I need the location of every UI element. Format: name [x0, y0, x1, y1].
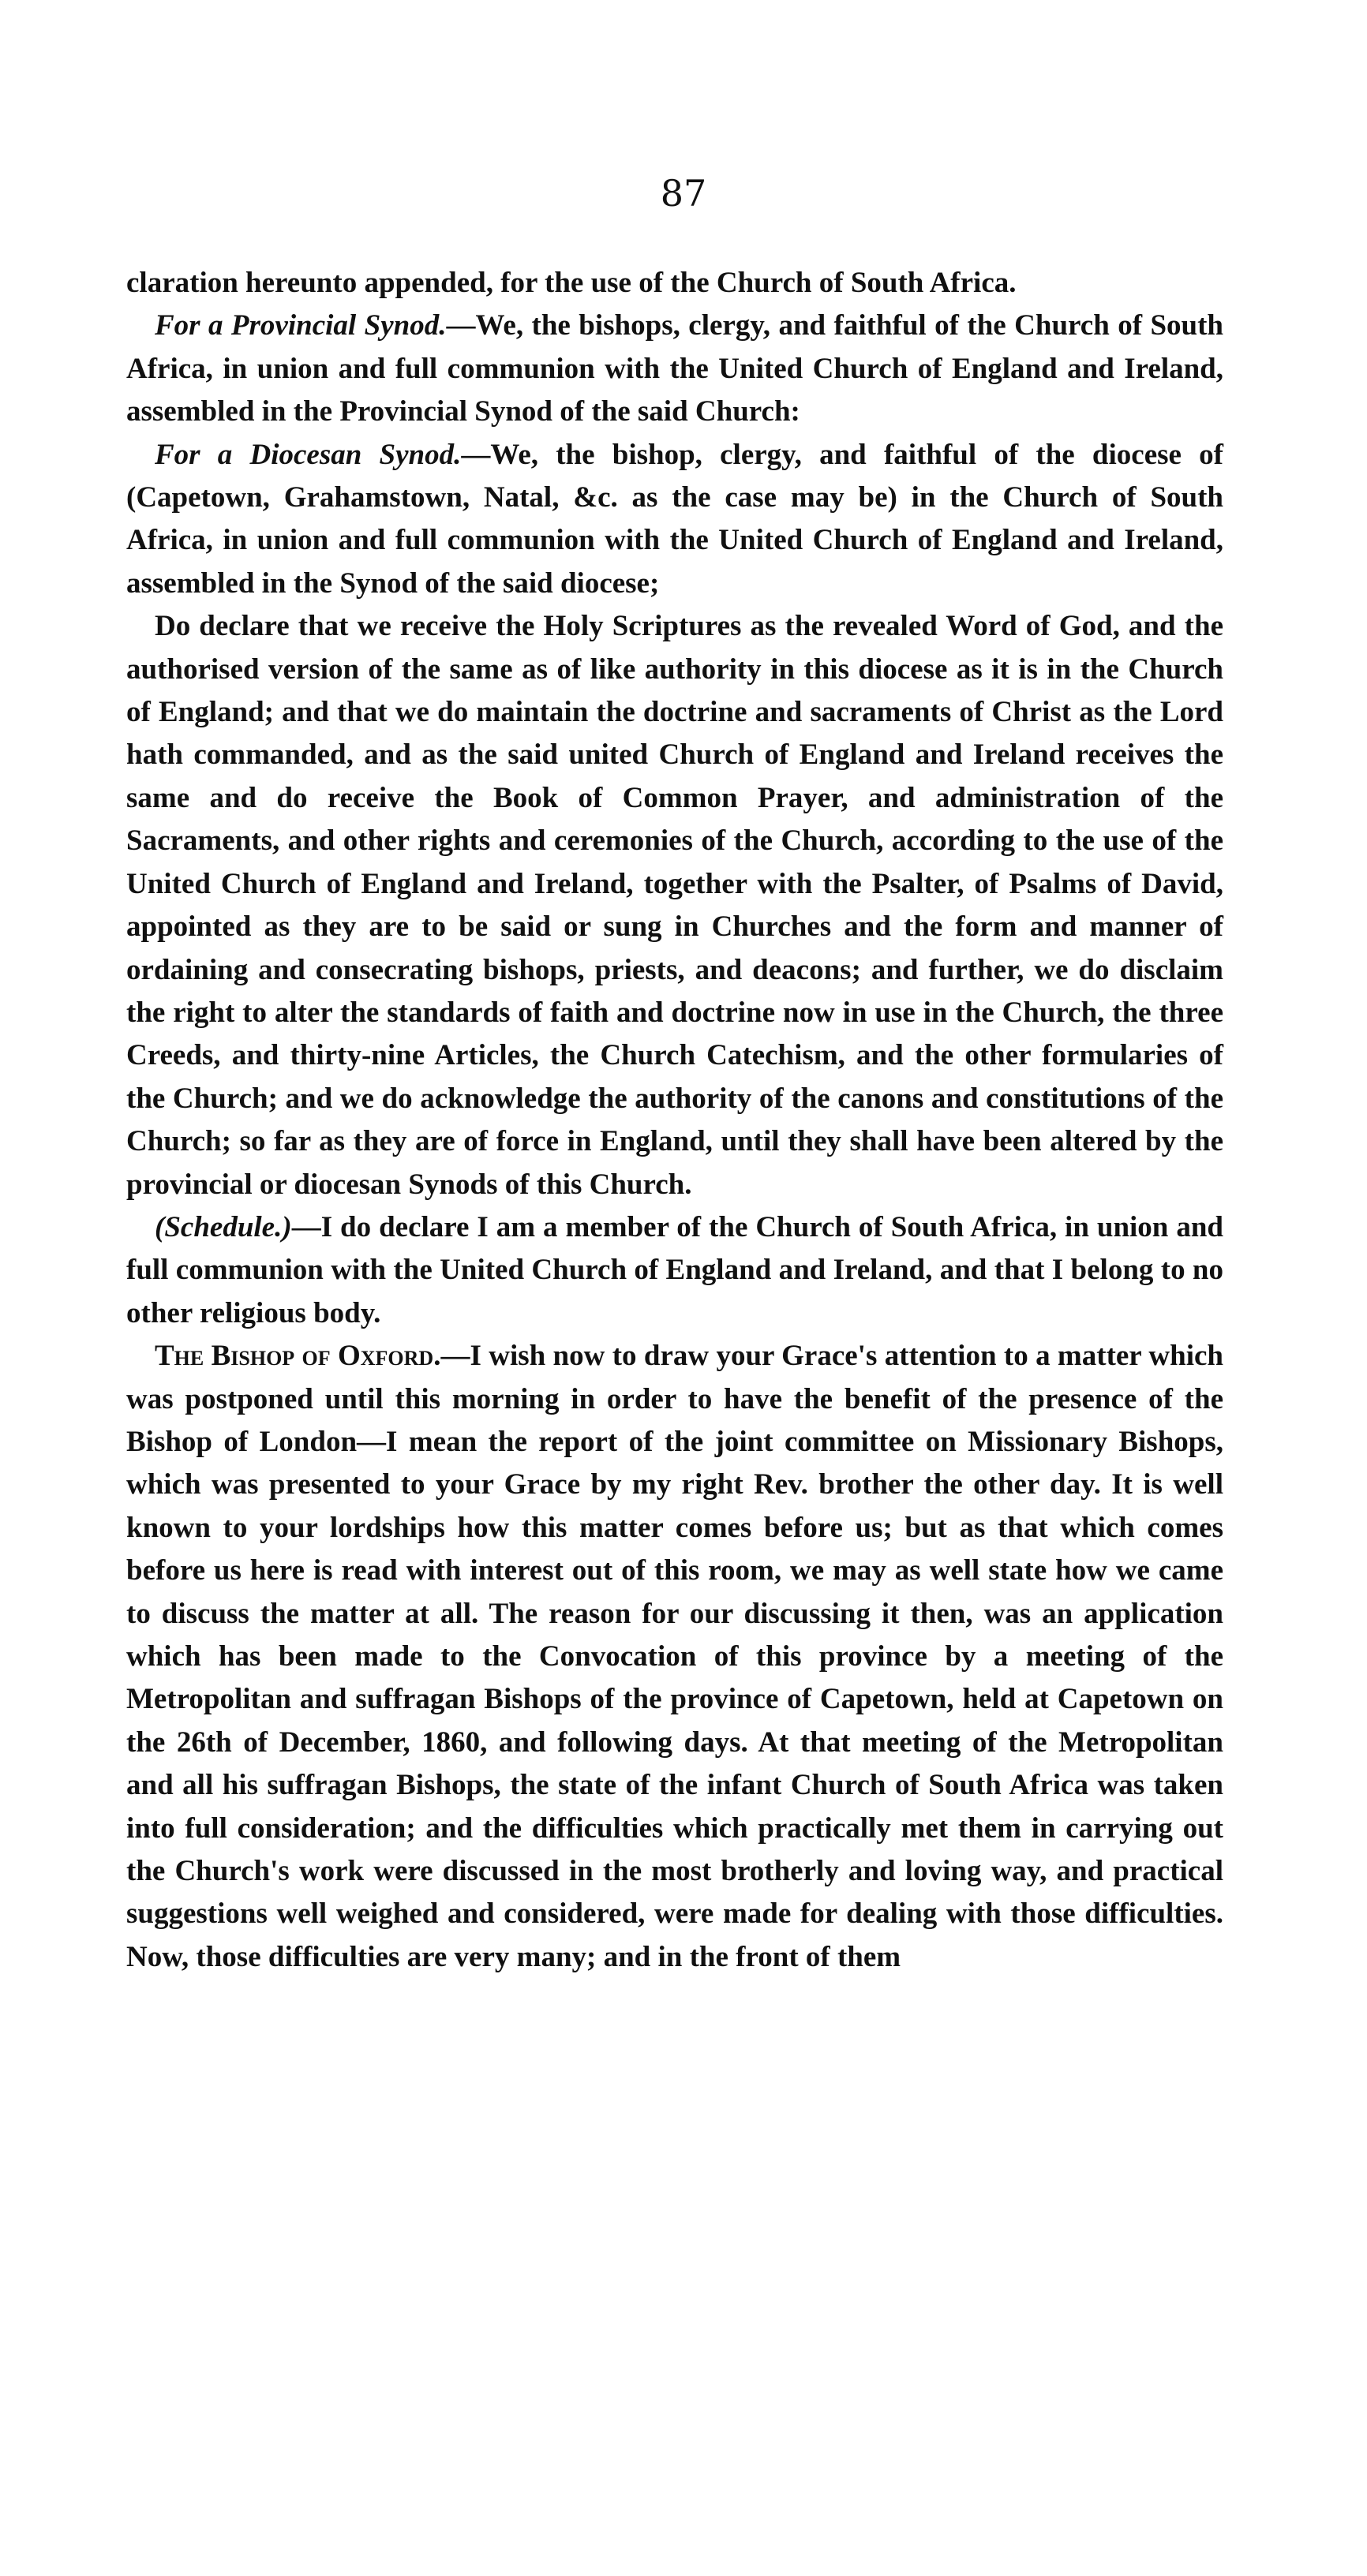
paragraph-schedule	[126, 1206, 1223, 1335]
page-number: 87	[660, 172, 707, 215]
paragraph-lead: For a Diocesan Synod.	[155, 438, 462, 471]
paragraph-text: claration hereunto appended, for the use of the Church of South Africa.	[126, 267, 1017, 299]
paragraph-text: —I do declare I am a member of the Church of South Africa, in union and full communion with the United Church of England and Ireland, and that I belong to no other religious body.	[126, 1210, 1223, 1329]
paragraph-provincial-synod	[126, 305, 1223, 433]
speaker-name: The Bishop of Oxford.	[155, 1340, 441, 1373]
paragraph-declaration	[126, 605, 1223, 1206]
paragraph-diocesan-synod	[126, 434, 1223, 606]
paragraph-text: Do declare that we receive the Holy Scriptures as the revealed Word of God, and the authorised version of the same as of like authority in this diocese as it is in the Church of England; and that we do maintain the doctrine and sacraments of Christ as the Lord hath commanded, and as the said united Church of England and Ireland receives the same and do receive the Book of Common Prayer, and administration of the Sacraments, and other rights and ceremonies of the Church, according to the use of the United Church of England and Ireland, together with the Psalter, of Psalms of David, appointed as they are to be said or sung in Churches and the form and manner of ordaining and consecrating bishops, priests, and deacons; and further, we do disclaim the right to alter the standards of faith and doctrine now in use in the Church, the three Creeds, and thirty-nine Articles, the Church Catechism, and the other formularies of the Church; and we do acknowledge the authority of the canons and constitutions of the Church; so far as they are of force in England, until they shall have been altered by the provincial or diocesan Synods of this Church.	[126, 610, 1223, 1201]
paragraph-continuation	[126, 262, 1223, 305]
paragraph-lead: (Schedule.)	[155, 1210, 292, 1243]
paragraph-text: —We, the bishop, clergy, and faithful of the diocese of (Capetown, Grahamstown, Natal, &c. as the case may be) in the Church of South Africa, in union and full communion with the United Church of England and Ireland, assembled in the Synod of the said diocese;	[126, 438, 1223, 600]
paragraph-text: —We, the bishops, clergy, and faithful of the Church of South Africa, in union and full communion with the United Church of England and Ireland, assembled in the Provincial Synod of the said Church:	[126, 309, 1224, 428]
body-text	[126, 262, 1223, 1979]
paragraph-text: —I wish now to draw your Grace's attention to a matter which was postponed until this morning in order to have the benefit of the presence of the Bishop of London—I mean the report of the joint committee on Missionary Bishops, which was presented to your Grace by my right Rev. brother the other day. It is well known to your lordships how this matter comes before us; but as that which comes before us here is read with interest out of this room, we may as well state how we came to discuss the matter at all. The reason for our discussing it then, was an application which has been made to the Convocation of this province by a meeting of the Metropolitan and suffragan Bishops of the province of Capetown, held at Capetown on the 26th of December, 1860, and following days. At that meeting of the Metropolitan and all his suffragan Bishops, the state of the infant Church of South Africa was taken into full consideration; and the difficulties which practically met them in carrying out the Church's work were discussed in the most brotherly and loving way, and practical suggestions well weighed and considered, were made for dealing with those difficulties. Now, those difficulties are very many; and in the front of them	[126, 1340, 1223, 1973]
paragraph-lead: For a Provincial Synod.	[155, 309, 447, 342]
paragraph-bishop-of-oxford	[126, 1335, 1223, 1979]
